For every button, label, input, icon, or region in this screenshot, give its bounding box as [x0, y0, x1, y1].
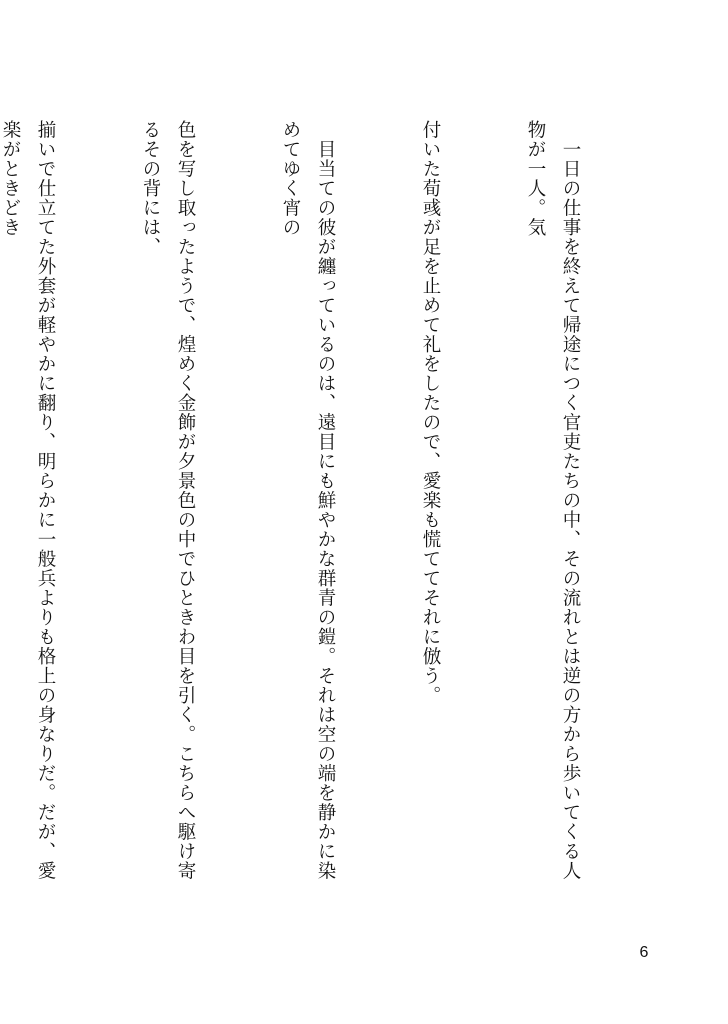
text-line: 揃いで仕立てた外套が軽やかに翻り、明らかに一般兵よりも格上の身なりだ。だが、愛楽がときどき: [0, 120, 56, 881]
text-line: 色を写し取ったようで、煌めく金飾が夕景色の中でひときわ目を引く。こちらへ駆け寄るその背には、: [140, 120, 196, 881]
text-line: 一日の仕事を終えて帰途につく官吏たちの中、その流れとは逆の方から歩いてくる人物が一人。気: [525, 120, 581, 881]
page-number: 6: [639, 944, 649, 961]
body-text: [0, 120, 658, 890]
text-line: 付いた荀彧が足を止めて礼をしたので、愛楽も慌ててそれに倣う。: [420, 120, 441, 705]
text-line: 目当ての彼が纏っているのは、遠目にも鮮やかな群青の鎧。それは空の端を静かに染めてゆく宵の: [280, 120, 336, 881]
